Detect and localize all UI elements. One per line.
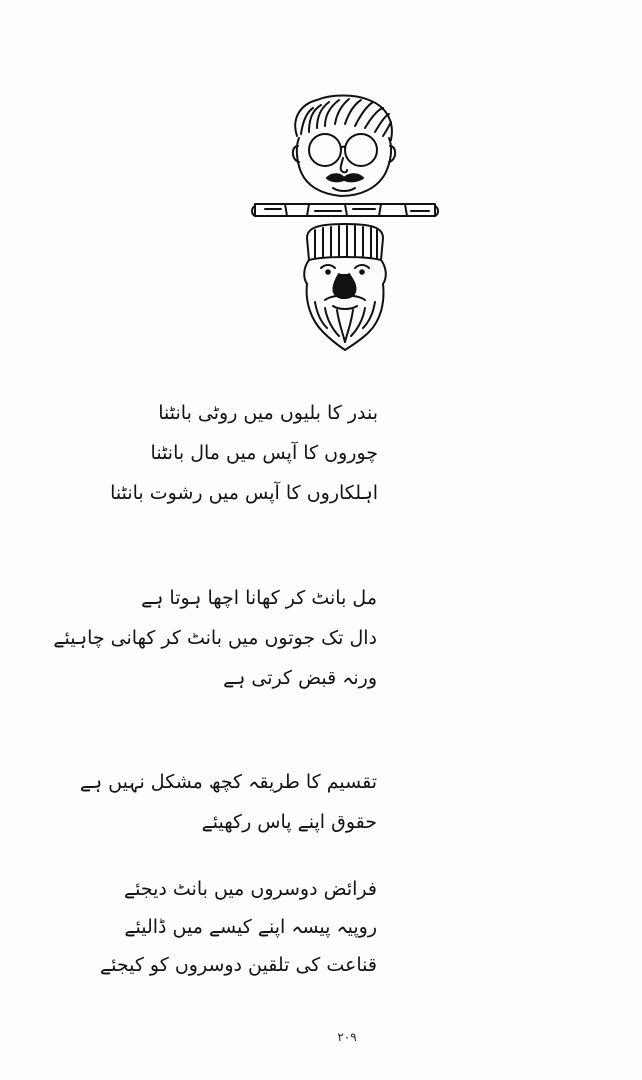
verse-line: تقسیم کا طریقہ کچھ مشکل نہیں ہے <box>79 771 377 793</box>
bottom-face-icon <box>304 224 386 350</box>
verse-line: مل بانٹ کر کھانا اچھا ہوتا ہے <box>141 587 377 609</box>
stick-icon <box>252 204 438 216</box>
verse-line: قناعت کی تلقین دوسروں کو کیجئے <box>99 954 377 976</box>
top-face-icon <box>293 96 395 197</box>
verse-line: اہلکاروں کا آپس میں رشوت بانٹنا <box>110 482 378 504</box>
stanza-3 <box>80 762 377 842</box>
caricature-two-faces-divided-by-stick-icon <box>245 88 445 353</box>
verse-line: چوروں کا آپس میں مال بانٹنا <box>150 442 378 464</box>
verse-line: فرائض دوسروں میں بانٹ دیجئے <box>123 878 377 900</box>
stanza-1 <box>110 393 378 513</box>
verse-line: روپیہ پیسہ اپنے کیسے میں ڈالیئے <box>124 916 377 938</box>
verse-line: حقوق اپنے پاس رکھیئے <box>201 811 377 833</box>
stanza-4 <box>100 870 377 984</box>
verse-line: ورنہ قبض کرتی ہے <box>223 667 377 689</box>
page-number: ۲۰۹ <box>337 1030 357 1044</box>
verse-line: بندر کا بلیوں میں روٹی بانٹنا <box>158 402 378 424</box>
verse-line: دال تک جوتوں میں بانٹ کر کھانی چاہیئے <box>53 627 377 649</box>
stanza-2 <box>53 578 377 698</box>
